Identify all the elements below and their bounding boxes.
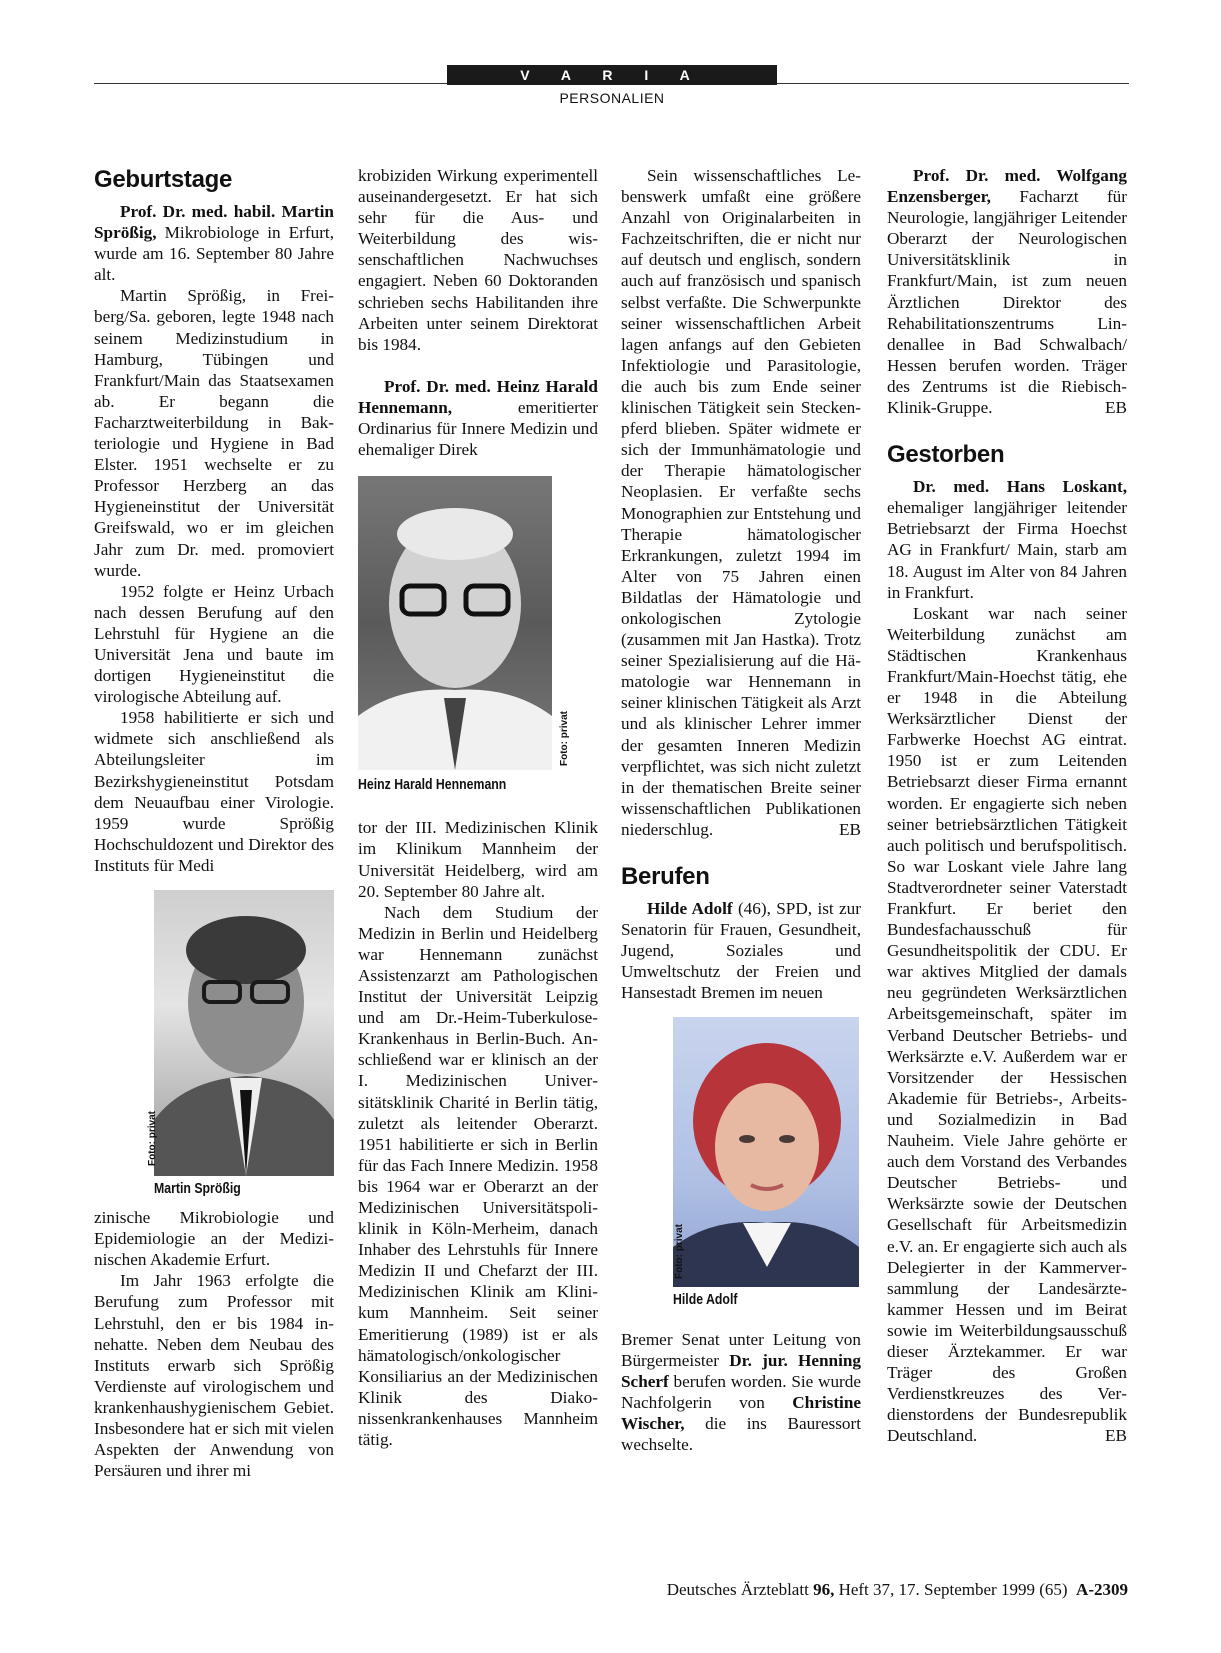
- paragraph: Prof. Dr. med. Heinz Harald Hennemann, emeritierter Ordinarius für Innere Medizin und ehemaliger Direk: [358, 376, 598, 460]
- author-signature: EB: [1105, 1426, 1127, 1446]
- paragraph: Hilde Adolf (46), SPD, ist zur Senatorin für Frauen, Gesundheit, Jugend, Soziales und Umweltschutz der Freien und Hansestadt Bremen im neuen: [621, 899, 861, 1003]
- photo-credit: Foto: privat: [559, 711, 570, 767]
- heading-berufen: Berufen: [621, 863, 710, 890]
- paragraph: zinische Mikrobiologie und Epidemiologie an der Medizinischen Akademie Erfurt.: [94, 1208, 334, 1270]
- paragraph: Im Jahr 1963 erfolgte die Berufung zum Professor mit Lehrstuhl, den er bis 1984 innehatte. Neben dem Neubau des Instituts erwarb sich Sprößig Verdienste auf virologischem und krankenhaushygienischem Gebiet. Insbesondere hat er sich mit vielen Aspekten der Anwendung von Persäuren und ihrer mi: [94, 1271, 334, 1481]
- photo-caption: Martin Sprößig: [154, 1180, 241, 1197]
- column-4: [887, 165, 1127, 1446]
- photo-heinz-hennemann: [358, 476, 598, 795]
- paragraph: 1952 folgte er Heinz Urbach nach dessen Berufung auf den Lehrstuhl für Hygiene an die Universität Jena und baute im dortigen Hygieneinstitut die virologische Abteilung auf.: [94, 581, 334, 707]
- page-number: A-2309: [1076, 1580, 1128, 1599]
- column-1: [94, 165, 334, 1481]
- paragraph: krobiziden Wirkung experimentell auseinandergesetzt. Er hat sich sehr für die Aus- und Weiterbildung des wissenschaftlichen Nachwuchses engagiert. Neben 60 Doktoranden schrieben sechs Habilitanden ihre Arbeiten unter seinem Direktorat bis 1984.: [358, 166, 598, 354]
- paragraph: tor der III. Medizinischen Klinik im Klinikum Mannheim der Universität Heidelberg, wird am 20. September 80 Jahre alt.: [358, 818, 598, 901]
- paragraph: Bremer Senat unter Leitung von Bürgermeister Dr. jur. Henning Scherf berufen worden. Sie wurde Nachfolgerin von Christine Wischer, die ins Bauressort wechselte.: [621, 1329, 861, 1455]
- heading-geburtstage: Geburtstage: [94, 166, 233, 193]
- person-name: Prof. Dr. med. Wolfgang Enzensberger,: [887, 166, 1127, 207]
- portrait-image: [673, 1017, 859, 1287]
- photo-credit: Foto: privat: [674, 1224, 685, 1280]
- paragraph: Loskant war nach seiner Weiterbildung zunächst am Städtischen Krankenhaus Frankfurt/Main-Hoechst tätig, ehe er 1948 in die Abteilung Werksärztlicher Dienst der Farbwerke Hoechst AG eintrat. 1950 ist er zum Leitenden Betriebsarzt dieser Firma ernannt worden. Er engagierte sich neben seiner betriebsärztlichen Tätigkeit auch politisch und berufspolitisch. So war Loskant viele Jahre lang Stadtverordneter seiner Vaterstadt Frankfurt. Er beriet den Bundesfachausschuß für Gesundheitspolitik der CDU. Er war aktives Mitglied der damals neu gegründeten Werksärztlichen Arbeitsgemeinschaft, später im Verband Deutscher Betriebs- und Werksärzte e.V. Außerdem war er Vorsitzender der Hessischen Akademie für Betriebs-, Arbeits- und Sozialmedizin in Bad Nauheim. Viele Jahre gehörte er auch dem Vorstand des Verbandes Deutscher Betriebs- und Werksärzte sowie der Deutschen Gesellschaft für Arbeitsmedizin e.V. an. Er engagierte sich auch als Delegierter in der Kammerversammlung der Landesärztekammer Hessen und im Beirat sowie im Weiterbildungsausschuß dieser Ärztekammer. Er war Träger des Großen Verdienstkreuzes des Verdienstordens der Bundesrepublik Deutschland. EB: [887, 603, 1127, 1446]
- author-signature: EB: [839, 819, 861, 839]
- paragraph: Prof. Dr. med. habil. Martin Sprößig, Mikrobiologe in Erfurt, wurde am 16. September 80 Jahre alt.: [94, 202, 334, 285]
- paragraph: Prof. Dr. med. Wolfgang Enzensberger, Facharzt für Neurologie, langjähriger Leitender Oberarzt der Neurologischen Universitätsklinik in Frankfurt/Main, ist zum neuen Ärztlichen Direktor des Rehabilitationszentrums Lindenallee in Bad Schwalbach/ Hessen berufen worden. Träger des Zentrums ist die Riebisch-Klinik-Gruppe. EB: [887, 166, 1127, 418]
- portrait-image: [358, 476, 552, 770]
- column-2: [358, 165, 598, 1450]
- portrait-image: [154, 890, 334, 1176]
- photo-martin-sproessig: [146, 890, 334, 1199]
- section-banner: V A R I A: [447, 65, 777, 85]
- person-name: Hilde Adolf: [647, 899, 733, 918]
- photo-caption: Hilde Adolf: [673, 1291, 738, 1309]
- person-name: Prof. Dr. med. Heinz Harald Hennemann,: [358, 376, 598, 417]
- person-name: Prof. Dr. med. habil. Martin Sprößig,: [94, 202, 334, 243]
- paragraph: Dr. med. Hans Loskant, ehemaliger langjähriger leitender Betriebsarzt der Firma Hoechst AG in Frankfurt/ Main, starb am 18. August im Alter von 84 Jahren in Frankfurt.: [887, 477, 1127, 602]
- author-signature: EB: [1105, 398, 1127, 418]
- subsection-title: PERSONALIEN: [559, 90, 665, 106]
- paragraph: 1958 habilitierte er sich und widmete sich anschließend als Abteilungsleiter im Bezirkshygieneinstitut Potsdam dem Neuaufbau einer Virologie. 1959 wurde Sprößig Hochschuldozent und Direktor des Instituts für Medi: [94, 708, 334, 875]
- person-name: Christine Wischer,: [621, 1392, 861, 1433]
- photo-hilde-adolf: [673, 1017, 861, 1310]
- heading-gestorben: Gestorben: [887, 441, 1005, 469]
- photo-credit: Foto: privat: [147, 1111, 158, 1166]
- paragraph: Nach dem Studium der Medizin in Berlin und Heidelberg war Hennemann zunächst Assistenzarzt am Pathologischen Institut der Universität Leipzig und am Dr.-Heim-Tuberkulose-Krankenhaus in Berlin-Buch. Anschließend war er klinisch an der I. Medizinischen Universitätsklinik Charité in Berlin tätig, zuletzt als leitender Oberarzt. 1951 habilitierte er sich in Berlin für das Fach Innere Medizin. 1958 bis 1964 war er Oberarzt an der Medizinischen Universitätspoliklinik in Köln-Merheim, danach Inhaber des Lehrstuhls für Innere Medizin II und Chefarzt der III. Medizinischen Klinik am Klinikum Mannheim. Seit seiner Emeritierung (1989) ist er als hämatologisch/onkologischer Konsiliarius an der Medizinischen Klinik des Diakonissenkrankenhauses Mannheim tätig.: [358, 902, 598, 1450]
- photo-caption: Heinz Harald Hennemann: [358, 776, 507, 794]
- person-name: Dr. med. Hans Loskant,: [913, 477, 1127, 497]
- page-footer: Deutsches Ärzteblatt 96, Heft 37, 17. September 1999 (65) A-2309: [666, 1580, 1128, 1599]
- column-3: [621, 165, 861, 1455]
- person-name: Dr. jur. Henning Scherf: [621, 1350, 861, 1391]
- portrait-figure: [358, 476, 552, 770]
- portrait-figure: [673, 1017, 859, 1287]
- portrait-figure: [154, 890, 334, 1176]
- paragraph: Martin Sprößig, in Freiberg/Sa. geboren, legte 1948 nach seinem Medizinstudium in Hamburg, Tübingen und Frankfurt/Main das Staatsexamen ab. Er begann die Facharztweiterbildung in Bakteriologie und Hygiene in Bad Elster. 1951 wechselte er zu Professor Herzberg an das Hygieneinstitut der Universität Greifswald, wo er im gleichen Jahr zum Dr. med. promoviert wurde.: [94, 286, 334, 580]
- paragraph: Sein wissenschaftliches Lebenswerk umfaßt eine größere Anzahl von Originalarbeiten in Fachzeitschriften, die er nicht nur auf deutsch und englisch, sondern auch auf französisch und spanisch selbst verfaßte. Die Schwerpunkte seiner wissenschaftlichen Arbeit lagen anfangs auf den Gebieten Infektiologie und Parasitologie, die auch bis zum Ende seiner klinischen Tätigkeit sein Steckenpferd blieben. Später widmete er sich der Immunhämatologie und der Therapie hämatologischer Neoplasien. Er verfaßte sechs Monographien zur Entstehung und Therapie hämatologischer Erkrankungen, zuletzt 1994 im Alter von 75 Jahren einen Bildatlas der Hämatologie und onkologischen Zytologie (zusammen mit Jan Hastka). Trotz seiner Spezialisierung auf die Hämatologie war Hennemann in seiner klinischen Tätigkeit als Arzt und als klinischer Lehrer immer der gesamten Inneren Medizin verpflichtet, was sich nicht zuletzt in der thematischen Breite seiner wissenschaftlichen Publikationen niederschlug. EB: [621, 166, 861, 839]
